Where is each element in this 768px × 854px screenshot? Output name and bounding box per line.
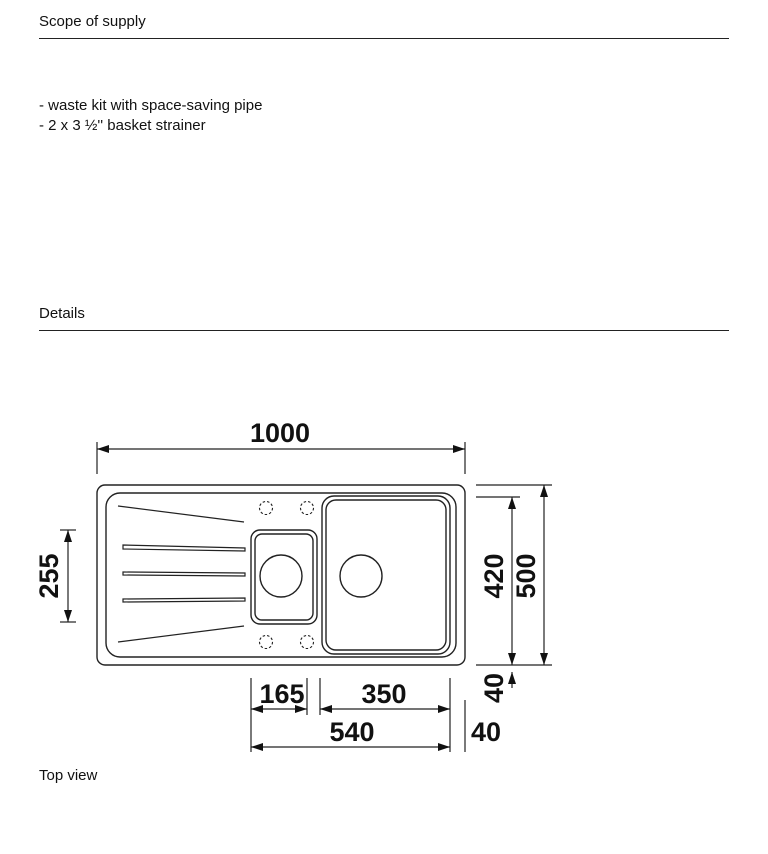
scope-list bbox=[39, 96, 262, 136]
details-heading: Details bbox=[39, 305, 85, 322]
scope-heading: Scope of supply bbox=[39, 13, 146, 30]
dim-bowls-total-width: 540 bbox=[329, 717, 375, 747]
details-rule bbox=[39, 330, 729, 331]
dim-overall-width: 1000 bbox=[249, 418, 311, 448]
top-view-caption: Top view bbox=[39, 767, 98, 784]
dim-bottom-margin: 40 bbox=[479, 672, 509, 704]
small-bowl bbox=[251, 530, 317, 624]
scope-item-basket-strainer: - 2 x 3 ½'' basket strainer bbox=[39, 117, 206, 134]
dim-bowl-width-left: 165 bbox=[259, 679, 305, 709]
dim-large-bowl-height: 420 bbox=[479, 553, 509, 599]
dim-bowl-width-right: 350 bbox=[361, 679, 407, 709]
sink-top-view-drawing bbox=[0, 400, 768, 800]
large-bowl bbox=[322, 496, 450, 654]
scope-rule bbox=[39, 38, 729, 39]
tap-holes bbox=[260, 502, 314, 649]
dim-right-margin: 40 bbox=[470, 717, 502, 747]
drainer-grooves bbox=[118, 506, 245, 642]
dim-overall-depth: 500 bbox=[511, 553, 541, 599]
dim-small-bowl-height: 255 bbox=[34, 553, 64, 599]
scope-item-waste-kit: - waste kit with space-saving pipe bbox=[39, 97, 263, 114]
